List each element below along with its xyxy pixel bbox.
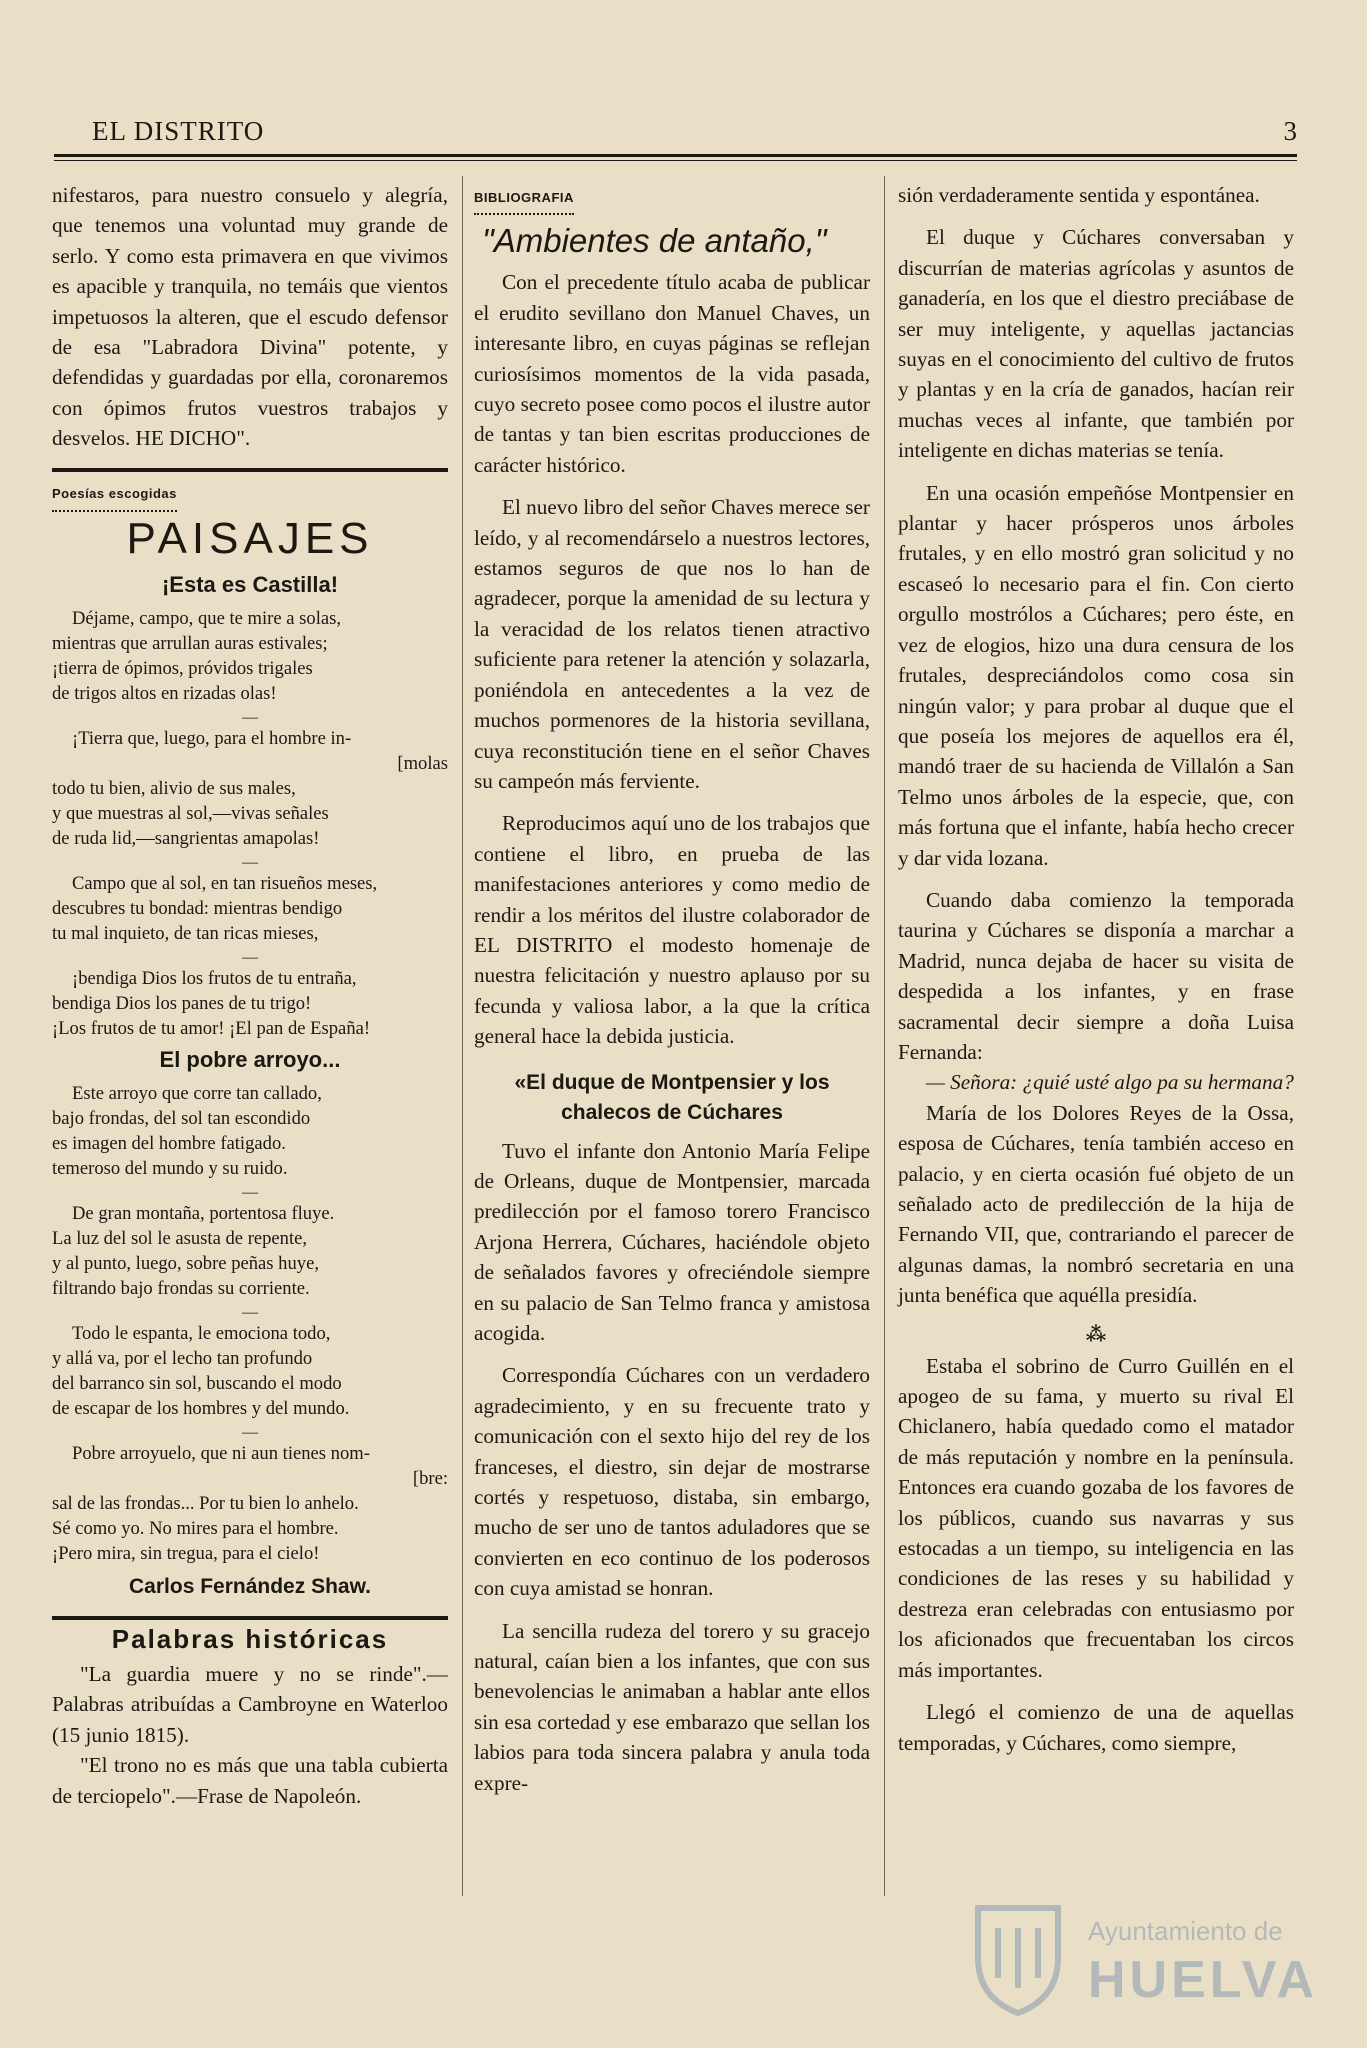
poem-line: ¡tierra de ópimos, próvidos trigales	[52, 658, 313, 680]
poem-line: De gran montaña, portentosa fluye.	[72, 1203, 335, 1225]
watermark-line-1: Ayuntamiento de	[1088, 1916, 1283, 1946]
article-subtitle: «El duque de Montpensier y los chalecos de Cúchares	[514, 1070, 830, 1124]
poem-line: bajo frondas, del sol tan escondido	[52, 1108, 311, 1130]
watermark-line-2: HUELVA	[1088, 1951, 1319, 2009]
paragraph: La sencilla rudeza del torero y su gracejo natural, caían bien a los infantes, que con sus benevolencias le animaban a hablar ante ellos sin esa cortedad y ese embarazo que sellan los labios para toda sincera palabra y anula toda expre-	[474, 1618, 870, 1795]
poem-line: Campo que al sol, en tan risueños meses,	[72, 873, 378, 895]
stanza-divider: —	[242, 1184, 258, 1202]
paragraph: Tuvo el infante don Antonio María Felipe de Orleans, duque de Montpensier, marcada predilección por el famoso torero Francisco Arjona Herrera, Cúchares, haciéndole objeto de señalados favores y ofreciéndole siempre en su palacio de San Telmo franca y amistosa acogida.	[474, 1138, 870, 1345]
watermark	[958, 1898, 1319, 2018]
newspaper-title: EL DISTRITO	[92, 116, 265, 146]
poem	[52, 606, 448, 1041]
poem-line: Este arroyo que corre tan callado,	[72, 1083, 322, 1105]
poem-line: y que muestras al sol,—vivas señales	[52, 803, 329, 825]
section-title: Palabras históricas	[111, 1624, 389, 1655]
poem-line: bendiga Dios los panes de tu trigo!	[52, 993, 312, 1015]
paragraph: El nuevo libro del señor Chaves merece ser leído, y al recomendárselo a nuestros lectores, estamos seguros de que nos lo han de agradecer, porque la amenidad de su lectura y la veracidad de los relatos tienen atractivo suficiente para retener la atención y solazarla, poniéndola en antecedentes a la vez de muchos pormenores de la historia sevillana, cuya reconstitución tiene en el señor Chaves su campeón más ferviente.	[474, 495, 870, 793]
stanza	[52, 1081, 448, 1181]
section-title: PAISAJES	[126, 514, 374, 564]
column-divider-1	[462, 176, 463, 1896]
poem-line: de escapar de los hombres y del mundo.	[52, 1398, 350, 1420]
stanza	[52, 1441, 448, 1566]
header-rule-thin	[54, 160, 1297, 161]
page-header	[54, 116, 1297, 152]
paragraph: El duque y Cúchares conversaban y discurrían de materias agrícolas y asuntos de ganadería, en los que el diestro preciábase de ser muy inteligente, y aquellas jactancias suyas en el conocimiento del cultivo de frutos y plantas y en la cría de ganados, hacían reir muchas veces al infante, que también por inteligente en dichas materias se tenía.	[898, 225, 1294, 463]
section-rule	[52, 1616, 448, 1620]
stanza-divider: —	[242, 1304, 258, 1322]
paragraph: — Señora: ¿quié usté algo pa su hermana?	[926, 1070, 1294, 1095]
paragraph: Correspondía Cúchares con un verdadero agradecimiento, y en su frecuente trato y comunicación con el sexto hijo del rey de los franceses, el diestro, sin dejar de mostrarse cortés y respetuoso, distaba, sin embargo, mucho de ser uno de tantos aduladores que se convierten en eco continuo de los poderosos con cuya amistad se honran.	[474, 1363, 870, 1601]
column-divider-2	[884, 176, 885, 1896]
poem-line: de trigos altos en rizadas olas!	[52, 683, 277, 705]
poem-line: del barranco sin sol, buscando el modo	[52, 1373, 342, 1395]
poem	[52, 1081, 448, 1566]
poem-line: La luz del sol le asusta de repente,	[52, 1228, 308, 1250]
poem-line: ¡Tierra que, luego, para el hombre in-	[72, 728, 352, 750]
poem-line: es imagen del hombre fatigado.	[52, 1133, 286, 1155]
poem-title: ¡Esta es Castilla!	[161, 572, 339, 598]
poem-line: Déjame, campo, que te mire a solas,	[72, 608, 341, 630]
poem-line: ¡Pero mira, sin tregua, para el cielo!	[52, 1543, 320, 1565]
poem-line: Pobre arroyuelo, que ni aun tienes nom-	[72, 1443, 370, 1465]
poem-line: ¡Los frutos de tu amor! ¡El pan de España!	[52, 1018, 371, 1040]
header-rule	[54, 154, 1297, 157]
poem-line: ¡bendiga Dios los frutos de tu entraña,	[72, 968, 357, 990]
poem-line: [bre:	[412, 1468, 448, 1490]
stanza	[52, 726, 448, 851]
shield-icon	[958, 1898, 1078, 2018]
poem-line: Sé como yo. No mires para el hombre.	[52, 1518, 339, 1540]
poem-line: Todo le espanta, le emociona todo,	[72, 1323, 331, 1345]
paragraph: nifestaros, para nuestro consuelo y alegría, que tenemos una voluntad muy grande de serlo. Y como esta primavera en que vivimos es apacible y tranquila, no temáis que vientos impetuosos la alteren, que el escudo defensor de esa "Labradora Divina" potente, y defendidas y guardadas por ella, coronaremos con ópimos frutos vuestros trabajos y desvelos. HE DICHO".	[52, 183, 448, 451]
paragraph: "La guardia muere y no se rinde".— Palabras atribuídas a Cambroyne en Waterloo (15 junio 1815).	[52, 1661, 448, 1747]
stanza-divider: —	[242, 854, 258, 872]
stanza-divider: —	[242, 949, 258, 967]
poem-line: [molas	[397, 753, 448, 775]
stanza-divider: —	[242, 709, 258, 727]
stanza	[52, 871, 448, 946]
poem-line: todo tu bien, alivio de sus males,	[52, 778, 296, 800]
poem-line: tu mal inquieto, de tan ricas mieses,	[52, 923, 319, 945]
paragraph: sión verdaderamente sentida y espontánea.	[898, 183, 1260, 207]
poem-line: de ruda lid,—sangrientas amapolas!	[52, 828, 320, 850]
poem-line: y allá va, por el lecho tan profundo	[52, 1348, 313, 1370]
column-3	[898, 180, 1294, 1758]
section-kicker: Poesías escogidas	[52, 479, 177, 512]
poem-line: y al punto, luego, sobre peñas huye,	[52, 1253, 319, 1275]
paragraph: Estaba el sobrino de Curro Guillén en el apogeo de su fama, y muerto su rival El Chiclanero, había quedado como el matador de más reputación y nombre en la península. Entonces era cuando gozaba de los favores de los públicos, cuando sus navarras y sus estocadas a un tiempo, su inteligencia en las condiciones de las reses y su habilidad y destreza eran celebradas con entusiasmo por los aficionados que frecuentaban los circos más importantes.	[898, 1353, 1294, 1682]
paragraph: Llegó el comienzo de una de aquellas temporadas, y Cúchares, como siempre,	[898, 1700, 1294, 1755]
section-kicker: BIBLIOGRAFIA	[474, 183, 574, 215]
stanza	[52, 966, 448, 1041]
section-ornament: ⁂	[1085, 1323, 1107, 1346]
section-rule	[52, 468, 448, 472]
signature: Carlos Fernández Shaw.	[129, 1575, 371, 1599]
paragraph: María de los Dolores Reyes de la Ossa, esposa de Cúchares, tenía también acceso en palacio, y en cierta ocasión fué objeto de un señalado acto de predilección de la hija de Fernando VII, que, contrariando el parecer de algunas damas, la nombró secretaria en una junta benéfica que aquélla presidía.	[898, 1100, 1294, 1308]
paragraph: Reproducimos aquí uno de los trabajos que contiene el libro, en prueba de las manifestaciones anteriores y como medio de rendir a los méritos del ilustre colaborador de EL DISTRITO el modesto homenaje de nuestra felicitación y nuestro aplauso por su fecunda y valiosa labor, a la que la crítica general hace la debida justicia.	[474, 811, 870, 1049]
poem-line: mientras que arrullan auras estivales;	[52, 633, 328, 655]
paragraph: En una ocasión empeñóse Montpensier en plantar y hacer prósperos unos árboles frutales, y en ello mostró gran solicitud y no escaseó lo necesario para el fin. Con cierto orgullo mostrólos a Cúchares; pero éste, en vez de elogios, hizo una dura censura de los frutales, despreciándolos como cosa sin ningún valor; y para probar al duque que el que poseía los mejores de aquellos era él, mandó traer de su hacienda de Villalón a San Telmo unos árboles de la especie, que, con más fortuna que el infante, había hecho crecer y dar vida lozana.	[898, 480, 1294, 870]
paragraph: Con el precedente título acaba de publicar el erudito sevillano don Manuel Chaves, un interesante libro, en cuyas páginas se reflejan curiosísimos momentos de la vida pasada, cuyo secreto posee como pocos el ilustre autor de tantas y tan bien escritas producciones de carácter histórico.	[474, 270, 870, 477]
stanza	[52, 606, 448, 706]
poem-line: descubres tu bondad: mientras bendigo	[52, 898, 343, 920]
poem-title: El pobre arroyo...	[159, 1047, 341, 1073]
column-2	[474, 180, 870, 1798]
poem-line: filtrando bajo frondas su corriente.	[52, 1278, 310, 1300]
paragraph: "El trono no es más que una tabla cubierta de terciopelo".—Frase de Napoleón.	[52, 1753, 448, 1808]
poem-line: sal de las frondas... Por tu bien lo anhelo.	[52, 1493, 359, 1515]
column-1	[52, 180, 448, 1811]
article-title: "Ambientes de antaño,"	[482, 222, 827, 260]
paragraph: Cuando daba comienzo la temporada taurina y Cúchares se disponía a marchar a Madrid, nunca dejaba de hacer su visita de despedida a los infantes, y en frase sacramental decir siempre a doña Luisa Fernanda:	[898, 887, 1294, 1064]
stanza-divider: —	[242, 1424, 258, 1442]
stanza	[52, 1321, 448, 1421]
stanza	[52, 1201, 448, 1301]
poem-line: temeroso del mundo y su ruido.	[52, 1158, 288, 1180]
page-number: 3	[1283, 116, 1297, 146]
